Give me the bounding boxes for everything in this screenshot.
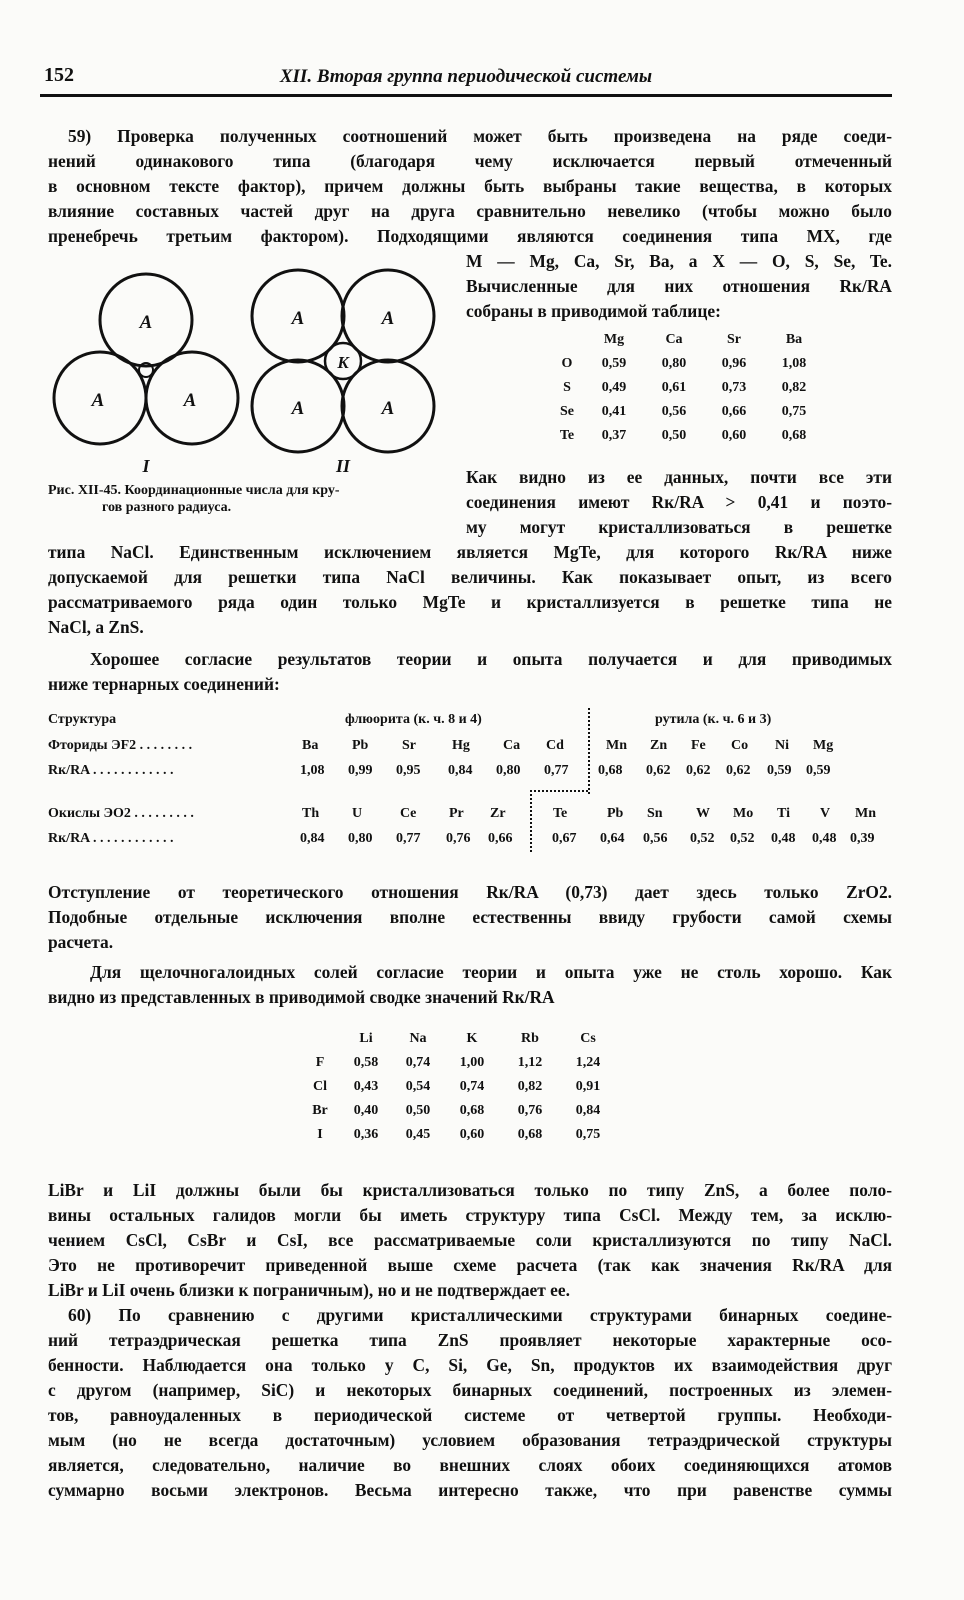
text-line: бенности. Наблюдается она только у C, Si, Ge, Sn, продуктов их взаимодействия друг — [48, 1355, 892, 1375]
oxides-label: Окислы ЭO2 . . . . . . . . . — [48, 806, 194, 821]
element-cell: Sn — [647, 806, 663, 821]
text-line: с другом (например, SiC) и некоторых бинарных соединений, построенных из элемен- — [48, 1380, 892, 1400]
text-line: расчета. — [48, 932, 114, 952]
structure-label: Структура — [48, 712, 117, 727]
circle-label: A — [91, 390, 105, 411]
column-header: Ca — [665, 332, 683, 347]
text-line: Хорошее согласие результатов теории и опыта получается и для приводимых — [90, 649, 892, 669]
circle-label: A — [291, 308, 305, 329]
value-cell: 0,80 — [496, 763, 521, 778]
text-line: собраны в приводимой таблице: — [466, 301, 721, 321]
page-header — [40, 60, 892, 97]
column-header: Mg — [603, 332, 625, 347]
text-line: NaCl, а ZnS. — [48, 617, 144, 637]
table-row: Cl 0,43 0,54 0,74 0,82 0,91 — [313, 1079, 601, 1094]
table-row: O 0,59 0,80 0,96 1,08 — [561, 356, 807, 371]
text-line: 60) По сравнению с другими кристаллическими структурами бинарных соедине- — [68, 1305, 892, 1325]
text-line: ниже тернарных соединений: — [48, 674, 280, 694]
value-cell: 0,62 — [726, 763, 751, 778]
text-line: влияние составных частей друг на друга сравнительно невелико (чтобы можно было — [48, 201, 892, 221]
value-cell: 0,76 — [446, 831, 471, 846]
table-row: Se 0,41 0,56 0,66 0,75 — [560, 404, 807, 419]
element-cell: Ce — [400, 806, 417, 821]
table-row: I 0,36 0,45 0,60 0,68 0,75 — [317, 1127, 601, 1142]
value-cell: 0,84 — [300, 831, 325, 846]
element-cell: Hg — [452, 738, 470, 753]
element-cell: Pr — [449, 806, 464, 821]
circle-label: A — [381, 398, 395, 419]
circle-label: A — [381, 308, 395, 329]
element-cell: Cd — [546, 738, 564, 753]
value-cell: 0,48 — [771, 831, 796, 846]
value-cell: 0,84 — [448, 763, 473, 778]
element-cell: Co — [731, 738, 749, 753]
column-header: Na — [409, 1031, 427, 1046]
text-line: рассматриваемого ряда один только MgTe и кристаллизуется в решетке типа не — [48, 592, 892, 612]
text-line: 59) Проверка полученных соотношений может быть произведена на ряде соеди- — [68, 126, 892, 146]
table-row: S 0,49 0,61 0,73 0,82 — [563, 380, 807, 395]
value-cell: 0,48 — [812, 831, 837, 846]
element-cell: V — [820, 806, 831, 821]
element-cell: Th — [302, 806, 320, 821]
table-row: F 0,58 0,74 1,00 1,12 1,24 — [315, 1055, 601, 1070]
element-cell: Ni — [775, 738, 789, 753]
column-header: Sr — [727, 332, 741, 347]
element-cell: Fe — [691, 738, 706, 753]
value-cell: 0,52 — [730, 831, 755, 846]
structure-divider — [588, 708, 590, 794]
alkali-halide-table — [300, 1027, 616, 1147]
column-header: Li — [359, 1031, 373, 1046]
value-cell: 0,64 — [600, 831, 625, 846]
text-line: в основном тексте фактор), причем должны быть выбраны такие вещества, в которых — [48, 176, 892, 196]
value-cell: 0,77 — [396, 831, 421, 846]
caption-line: Рис. XII-45. Координационные числа для кру- — [48, 483, 340, 498]
element-cell: Mn — [606, 738, 627, 753]
fluorides-label: Фториды ЭF2 . . . . . . . . — [48, 738, 193, 753]
circle-label: A — [183, 390, 197, 411]
page-number: 152 — [44, 64, 74, 86]
text-line: M — Mg, Ca, Sr, Ba, а X — O, S, Se, Te. — [466, 251, 892, 271]
value-cell: 0,80 — [348, 831, 373, 846]
mx-ratio-table — [550, 328, 824, 448]
figure-label-i: I — [142, 456, 150, 476]
text-line: Подобные отдельные исключения вполне естественны ввиду грубости самой схемы — [48, 907, 892, 927]
element-cell: Pb — [607, 806, 624, 821]
text-line: Отступление от теоретического отношения Rк/RA (0,73) дает здесь только ZrO2. — [48, 882, 892, 902]
element-cell: Mo — [733, 806, 754, 821]
column-header: Ba — [785, 332, 803, 347]
value-cell: 0,52 — [690, 831, 715, 846]
table-row: Br 0,40 0,50 0,68 0,76 0,84 — [312, 1103, 601, 1118]
value-cell: 0,95 — [396, 763, 421, 778]
running-title: XII. Вторая группа периодической системы — [279, 66, 653, 87]
fluorite-label: флюорита (к. ч. 8 и 4) — [345, 712, 482, 727]
circle-label: A — [139, 312, 153, 333]
center-label: K — [337, 353, 349, 372]
text-line: пренебречь третьим фактором). Подходящими являются соединения типа MX, где — [48, 226, 892, 246]
value-cell: 0,59 — [767, 763, 792, 778]
value-cell: 0,68 — [598, 763, 623, 778]
element-cell: Te — [553, 806, 568, 821]
element-cell: Mg — [813, 738, 834, 753]
text-line: тов, равноудаленных в периодической системе от четвертой группы. Необходи- — [48, 1405, 892, 1425]
text-line: Для щелочногалоидных солей согласие теории и опыта уже не столь хорошо. Как — [90, 962, 892, 982]
coordination-figure — [48, 262, 448, 478]
text-line: LiBr и LiI очень близки к пограничным), но и не подтверждает ее. — [48, 1280, 570, 1300]
value-cell: 0,67 — [552, 831, 577, 846]
column-header: Cs — [580, 1031, 596, 1046]
element-cell: Zn — [650, 738, 668, 753]
text-line: чением CsCl, CsBr и CsI, все рассматриваемые соли кристаллизуются по типу NaCl. — [48, 1230, 892, 1250]
value-cell: 0,66 — [488, 831, 513, 846]
value-cell: 0,59 — [806, 763, 831, 778]
table-row: Te 0,37 0,50 0,60 0,68 — [559, 428, 807, 443]
element-cell: Pb — [352, 738, 369, 753]
element-cell: Sr — [402, 738, 416, 753]
value-cell: 1,08 — [300, 763, 325, 778]
element-cell: Ba — [302, 738, 319, 753]
figure-caption — [48, 482, 448, 516]
value-cell: 0,56 — [643, 831, 668, 846]
ratio-label: Rк/RA . . . . . . . . . . . . — [48, 763, 174, 778]
text-line: Как видно из ее данных, почти все эти — [466, 467, 892, 487]
caption-line: гов разного радиуса. — [102, 500, 232, 515]
text-line: допускаемой для решетки типа NaCl величины. Как показывает опыт, из всего — [48, 567, 892, 587]
text-line: му могут кристаллизоваться в решетке — [466, 517, 892, 537]
text-line: ний тетраэдрическая решетка типа ZnS проявляет некоторые характерные осо- — [48, 1330, 892, 1350]
value-cell: 0,62 — [686, 763, 711, 778]
text-line: Это не противоречит приведенной выше схеме расчета (так как значения Rк/RA для — [48, 1255, 892, 1275]
text-line: Вычисленные для них отношения Rк/RA — [466, 276, 892, 296]
column-header: K — [466, 1031, 478, 1046]
element-cell: W — [696, 806, 710, 821]
value-cell: 0,39 — [850, 831, 875, 846]
circles-diagram — [48, 262, 448, 478]
text-line: видно из представленных в приводимой сводке значений Rк/RA — [48, 987, 555, 1007]
figure-label-ii: II — [335, 456, 351, 476]
circle-label: A — [291, 398, 305, 419]
rutile-label: рутила (к. ч. 6 и 3) — [655, 712, 772, 727]
text-line: LiBr и LiI должны были бы кристаллизоваться только по типу ZnS, а более поло- — [48, 1180, 892, 1200]
text-line: соединения имеют Rк/RA > 0,41 и поэто- — [466, 492, 892, 512]
text-line: нений одинакового типа (благодаря чему исключается первый отмеченный — [48, 151, 892, 171]
text-line: мым (но не всегда достаточным) условием образования тетраэдрической структуры — [48, 1430, 892, 1450]
element-cell: Ti — [777, 806, 790, 821]
structure-divider — [530, 790, 532, 852]
element-cell: Mn — [855, 806, 876, 821]
value-cell: 0,99 — [348, 763, 373, 778]
text-line: типа NaCl. Единственным исключением является MgTe, для которого Rк/RA ниже — [48, 542, 892, 562]
text-line: является, следовательно, наличие во внешних слоях обоих соединяющихся атомов — [48, 1455, 892, 1475]
column-header: Rb — [521, 1031, 539, 1046]
element-cell: U — [352, 806, 363, 821]
value-cell: 0,77 — [544, 763, 569, 778]
text-line: суммарно восьми электронов. Весьма интересно также, что при равенстве суммы — [48, 1480, 892, 1500]
text-line: вины остальных галидов могли бы иметь структуру типа CsCl. Между тем, за исклю- — [48, 1205, 892, 1225]
element-cell: Ca — [503, 738, 521, 753]
structure-divider — [530, 790, 588, 792]
ratio-label: Rк/RA . . . . . . . . . . . . — [48, 831, 174, 846]
element-cell: Zr — [490, 806, 506, 821]
value-cell: 0,62 — [646, 763, 671, 778]
